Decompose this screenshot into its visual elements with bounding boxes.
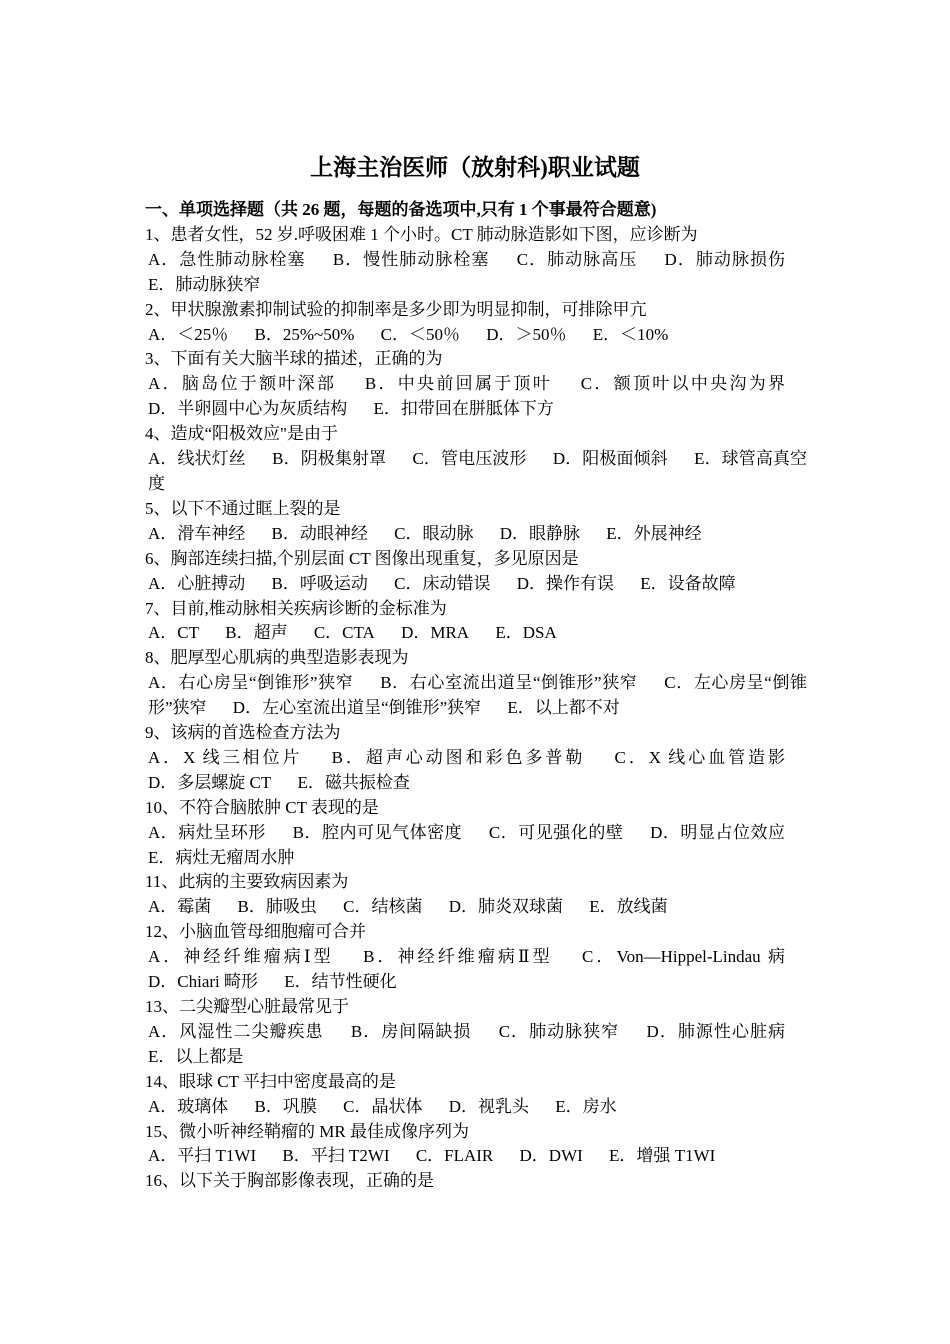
answer-option: C．Von—Hippel-Lindau 病 xyxy=(582,947,785,967)
answer-option: A．心脏搏动 xyxy=(148,573,246,593)
answer-option: A．病灶呈环形 xyxy=(148,822,266,842)
answer-option: C．额顶叶以中央沟为界 xyxy=(580,374,786,394)
answer-option: D．明显占位效应 xyxy=(650,822,786,842)
answer-option: C．FLAIR xyxy=(415,1146,494,1166)
option-group xyxy=(145,671,807,721)
answer-option: C．CTA xyxy=(313,623,375,643)
answer-option: C．结核菌 xyxy=(343,897,423,917)
answer-option: E．＜10% xyxy=(592,324,669,344)
option-group xyxy=(145,746,807,796)
answer-option: E．球管高真空度 xyxy=(148,449,808,493)
question-stem: 11、此病的主要致病因素为 xyxy=(145,872,349,892)
question-stem: 13、二尖瓣型心脏最常见于 xyxy=(145,997,349,1016)
question-stem: 14、眼球 CT 平扫中密度最高的是 xyxy=(145,1071,396,1091)
answer-option: A．霉菌 xyxy=(148,897,212,917)
question-stem: 9、该病的首选检查方法为 xyxy=(145,723,341,743)
answer-option: D．肺动脉损伤 xyxy=(664,249,786,269)
answer-option: C．管电压波形 xyxy=(412,449,527,469)
option-group xyxy=(145,945,807,995)
answer-option: E．外展神经 xyxy=(606,523,702,543)
answer-option: E．设备故障 xyxy=(640,573,736,593)
answer-option: D．＞50％ xyxy=(486,324,567,344)
answer-option: A．风湿性二尖瓣疾患 xyxy=(148,1021,324,1041)
answer-option: D．视乳头 xyxy=(448,1096,529,1116)
answer-option: C．肺动脉高压 xyxy=(516,249,638,269)
question-stem: 4、造成“阳极效应"是由于 xyxy=(145,424,338,444)
question-stem: 1、患者女性，52 岁.呼吸困难 1 个小时。CT 肺动脉造影如下图，应诊断为 xyxy=(145,224,698,244)
answer-option: C．肺动脉狭窄 xyxy=(498,1021,620,1041)
answer-option: E．扣带回在胼胝体下方 xyxy=(373,399,554,419)
document-title: 上海主治医师（放射科)职业试题 xyxy=(310,155,640,180)
answer-option: C．可见强化的壁 xyxy=(488,822,624,842)
question-stem: 10、不符合脑脓肿 CT 表现的是 xyxy=(145,797,379,817)
answer-option: C．晶状体 xyxy=(343,1096,423,1116)
question-stem: 5、以下不通过眶上裂的是 xyxy=(145,498,341,518)
answer-option: A．滑车神经 xyxy=(148,523,246,543)
question-stem: 6、胸部连续扫描,个别层面 CT 图像出现重复，多见原因是 xyxy=(145,548,579,568)
answer-option: D．Chiari 畸形 xyxy=(148,972,259,992)
answer-option: B．平扫 T2WI xyxy=(282,1146,390,1166)
answer-option: B．动眼神经 xyxy=(271,523,368,543)
answer-option: A．右心房呈“倒锥形”狭窄 xyxy=(148,673,354,693)
answer-option: A．急性肺动脉栓塞 xyxy=(148,249,306,269)
question-list xyxy=(145,198,807,1194)
answer-option: E．以上都是 xyxy=(148,1046,244,1066)
answer-option: B．超声 xyxy=(225,623,288,643)
option-group xyxy=(145,895,807,920)
option-group xyxy=(145,1144,807,1169)
answer-option: B．慢性肺动脉栓塞 xyxy=(332,249,490,269)
question-stem: 12、小脑血管母细胞瘤可合并 xyxy=(145,922,366,942)
answer-option: E．以上都不对 xyxy=(507,698,620,718)
answer-option: A．玻璃体 xyxy=(148,1096,229,1116)
option-group xyxy=(145,323,807,348)
answer-option: B．超声心动图和彩色多普勒 xyxy=(331,747,586,767)
answer-option: E．肺动脉狭窄 xyxy=(148,274,261,294)
answer-option: B．肺吸虫 xyxy=(237,897,317,917)
answer-option: A．CT xyxy=(148,623,199,643)
answer-option: E．增强 T1WI xyxy=(609,1146,716,1166)
answer-option: A．神经纤维瘤病Ⅰ型 xyxy=(148,947,334,967)
answer-option: B．中央前回属于顶叶 xyxy=(364,374,553,394)
answer-option: C．X 线心血管造影 xyxy=(614,747,786,767)
option-group xyxy=(145,447,807,497)
answer-option: B．25%~50% xyxy=(254,324,355,344)
section-heading: 一、单项选择题（共 26 题，每题的备选项中,只有 1 个事最符合题意) xyxy=(145,200,657,219)
question-stem: 7、目前,椎动脉相关疾病诊断的金标准为 xyxy=(145,598,447,618)
question-stem: 16、以下关于胸部影像表现，正确的是 xyxy=(145,1171,434,1191)
answer-option: B．阴极集射罩 xyxy=(272,449,387,469)
answer-option: E．DSA xyxy=(495,623,557,643)
answer-option: C．眼动脉 xyxy=(394,523,474,543)
question-stem: 3、下面有关大脑半球的描述，正确的为 xyxy=(145,349,443,369)
answer-option: B．右心室流出道呈“倒锥形”狭窄 xyxy=(380,673,638,693)
answer-option: E．结节性硬化 xyxy=(284,972,397,992)
option-group xyxy=(145,372,807,422)
answer-option: E．磁共振检查 xyxy=(297,772,410,792)
option-group xyxy=(145,621,807,646)
answer-option: B．神经纤维瘤病Ⅱ型 xyxy=(363,947,553,967)
answer-option: D．MRA xyxy=(401,623,470,643)
answer-option: C．床动错误 xyxy=(394,573,491,593)
answer-option: A．X 线三相位片 xyxy=(148,747,303,767)
option-group xyxy=(145,572,807,597)
answer-option: D．半卵圆中心为灰质结构 xyxy=(148,399,348,419)
option-group xyxy=(145,821,807,871)
answer-option: D．阳极面倾斜 xyxy=(552,449,668,469)
answer-option: A．线状灯丝 xyxy=(148,449,246,469)
answer-option: A．＜25％ xyxy=(148,324,229,344)
question-stem: 8、肥厚型心肌病的典型造影表现为 xyxy=(145,648,409,668)
answer-option: E．放线菌 xyxy=(589,897,668,917)
answer-option: D．多层螺旋 CT xyxy=(148,772,272,792)
answer-option: C．＜50％ xyxy=(380,324,460,344)
answer-option: B．呼吸运动 xyxy=(271,573,368,593)
answer-option: A．平扫 T1WI xyxy=(148,1146,257,1166)
answer-option: D．操作有误 xyxy=(516,573,614,593)
option-group xyxy=(145,248,807,298)
option-group xyxy=(145,1020,807,1070)
answer-option: D．肺炎双球菌 xyxy=(448,897,563,917)
answer-option: A．脑岛位于额叶深部 xyxy=(148,374,337,394)
question-stem: 2、甲状腺激素抑制试验的抑制率是多少即为明显抑制，可排除甲亢 xyxy=(145,299,647,319)
question-stem: 15、微小听神经鞘瘤的 MR 最佳成像序列为 xyxy=(145,1121,469,1141)
answer-option: C．左心房呈“倒锥形”狭窄 xyxy=(148,673,808,718)
answer-option: D．肺源性心脏病 xyxy=(646,1021,785,1041)
answer-option: E．房水 xyxy=(555,1096,617,1116)
answer-option: B．巩膜 xyxy=(254,1096,317,1116)
answer-option: D．左心室流出道呈“倒锥形”狭窄 xyxy=(232,698,482,718)
answer-option: B．腔内可见气体密度 xyxy=(292,822,463,842)
answer-option: D．DWI xyxy=(519,1146,583,1166)
option-group xyxy=(145,522,807,547)
answer-option: D．眼静脉 xyxy=(499,523,580,543)
answer-option: B．房间隔缺损 xyxy=(350,1021,472,1041)
answer-option: E．病灶无瘤周水肿 xyxy=(148,847,295,867)
option-group xyxy=(145,1095,807,1120)
